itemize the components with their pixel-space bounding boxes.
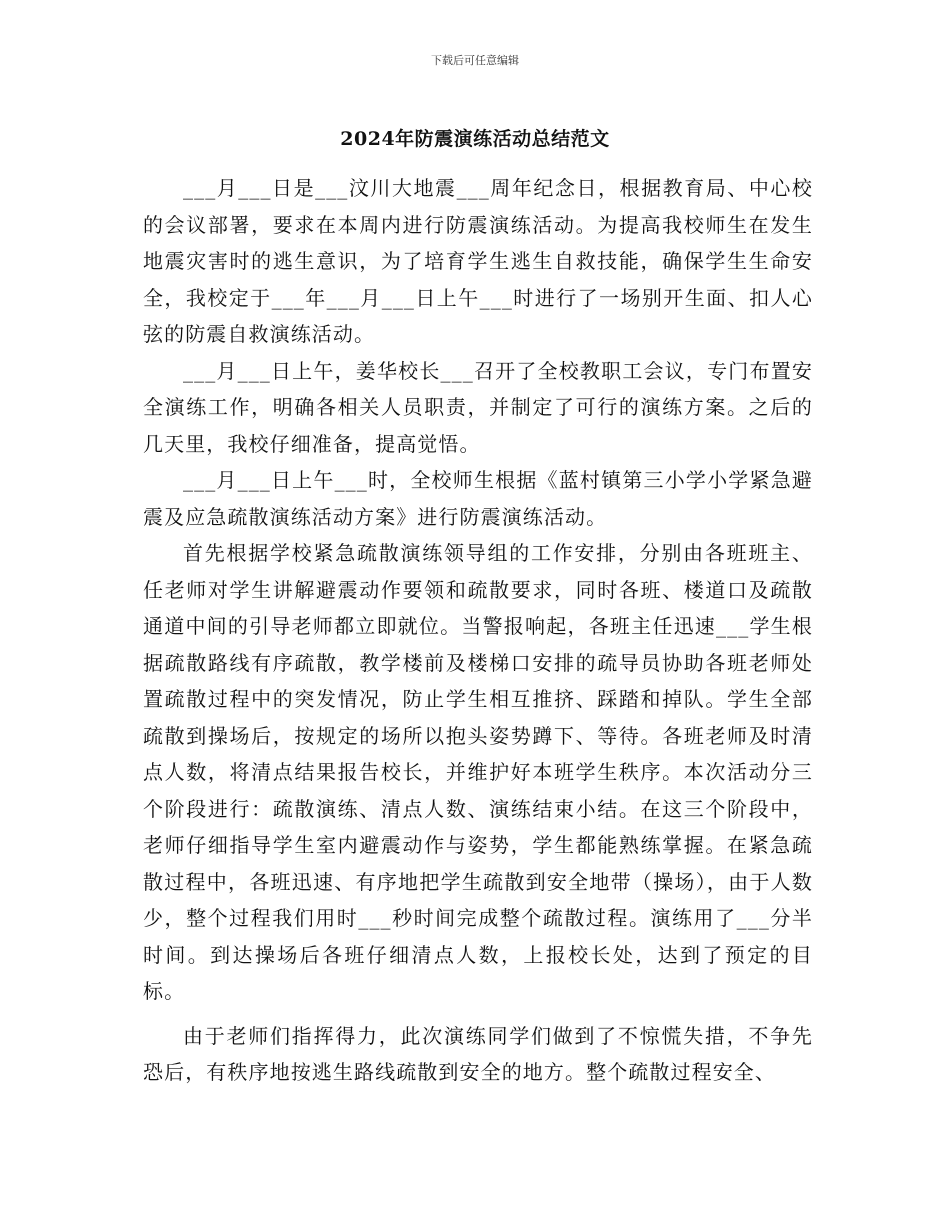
paragraph-4: 首先根据学校紧急疏散演练领导组的工作安排，分别由各班班主、任老师对学生讲解避震动作要领和疏散要求，同时各班、楼道口及疏散通道中间的引导老师都立即就位。当警报响起，各班主任迅速___学生根据疏散路线有序疏散，教学楼前及楼梯口安排的疏导员协助各班老师处置疏散过程中的突发情况，防止学生相互推挤、踩踏和掉队。学生全部疏散到操场后，按规定的场所以抱头姿势蹲下、等待。各班老师及时清点人数，将清点结果报告校长，并维护好本班学生秩序。本次活动分三个阶段进行：疏散演练、清点人数、演练结束小结。在这三个阶段中，老师仔细指导学生室内避震动作与姿势，学生都能熟练掌握。在紧急疏散过程中，各班迅速、有序地把学生疏散到安全地带（操场），由于人数少，整个过程我们用时___秒时间完成整个疏散过程。演练用了___分半时间。到达操场后各班仔细清点人数，上报校长处，达到了预定的目标。 <box>143 541 813 1003</box>
page-header-note: 下载后可任意编辑 <box>431 54 519 67</box>
document-body <box>143 170 813 1091</box>
paragraph-1: ___月___日是___汶川大地震___周年纪念日，根据教育局、中心校的会议部署，要求在本周内进行防震演练活动。为提高我校师生在发生地震灾害时的逃生意识，为了培育学生逃生自救技能，确保学生生命安全，我校定于___年___月___日上午___时进行了一场别开生面、扣人心弦的防震自救演练活动。 <box>143 176 813 346</box>
document-title: 2024年防震演练活动总结范文 <box>340 128 610 150</box>
paragraph-2: ___月___日上午，姜华校长___召开了全校教职工会议，专门布置安全演练工作，明确各相关人员职责，并制定了可行的演练方案。之后的几天里，我校仔细准备，提高觉悟。 <box>143 358 813 456</box>
paragraph-3: ___月___日上午___时，全校师生根据《蓝村镇第三小学小学紧急避震及应急疏散演练活动方案》进行防震演练活动。 <box>143 468 813 529</box>
paragraph-5: 由于老师们指挥得力，此次演练同学们做到了不惊慌失措，不争先恐后，有秩序地按逃生路线疏散到安全的地方。整个疏散过程安全、 <box>143 1023 813 1084</box>
